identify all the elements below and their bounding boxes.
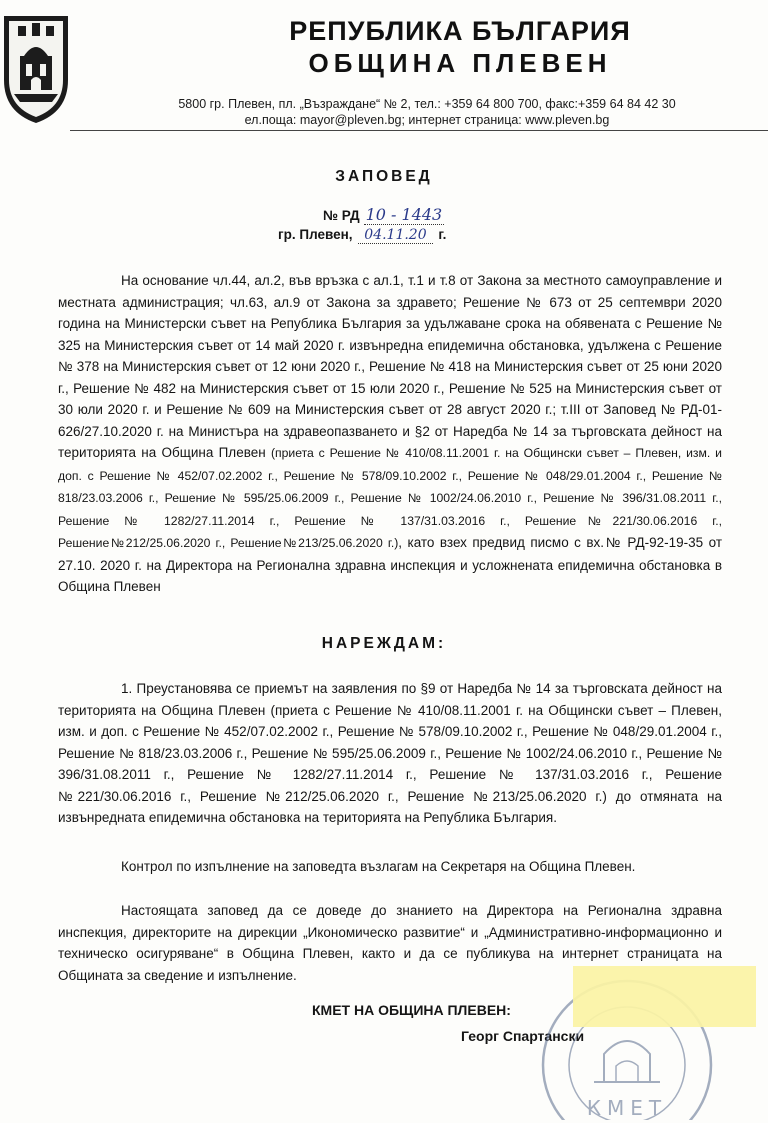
preamble-text-part1: На основание чл.44, ал.2, във връзка с ал.1, т.1 и т.8 от Закона за местното самоуправление и местната администрация; чл.63, ал.9 от Закона за здравето; Решение № 673 от 25 септември 2020 година на Министерски съвет на Република България за удължаване срока на обявената с Решение № 325 на Министерския съвет от 14 май 2020 г. извънредна епидемична обстановка, удължена с Решение № 378 на Министерския съвет от 12 юни 2020 г., Решение № 418 на Министерския съвет от 25 юни 2020 г., Решение № 482 на Министерския съвет от 15 юли 2020 г., Решение № 525 на Министерския съвет от 30 юли 2020 г. и Решение № 609 на Министерския съвет от 28 август 2020 г.; т.III от Заповед № РД-01-626/27.10.2020 г. на Министъра на здравеопазването и §2 от Наредба № 14 за търговската дейност на територията на Община Плевен [58, 273, 722, 460]
stamp-bottom-text: КМЕТ [586, 1096, 668, 1120]
preamble-text-part3: , като взех предвид писмо с вх.№ РД-92-19-35 от 27.10. 2020 г. на Директора на Регионална здравна инспекция и усложнената епидемична обстановка в Община Плевен [58, 535, 722, 594]
order-heading: НАРЕЖДАМ: [321, 635, 447, 652]
order-item-1: 1. Преустановява се приемът на заявления по §9 от Наредба № 14 за търговската дейност на територията на Община Плевен (приета с Решение № 410/08.11.2001 г. на Общински съвет – Плевен, изм. и доп. с Решение № 452/07.02.2002 г., Решение № 578/09.10.2002 г., Решение № 048/29.01.2004 г., Решение № 818/23.03.2006 г., Решение № 595/25.06.2009 г., Решение № 1002/24.06.2010 г., Решение № 396/31.08.2011 г., Решение № 1282/27.11.2014 г., Решение № 137/31.03.2016 г., Решение №221/30.06.2016 г., Решение №212/25.06.2020 г., Решение №213/25.06.2020 г.) до отмяната на извънредната епидемична обстановка на територията на Република България. [58, 681, 722, 825]
preamble-ordinance-amendments: (приета с Решение № 410/08.11.2001 г. на Общински съвет – Плевен, изм. и доп. с Решение № 452/07.02.2002 г., Решение № 578/09.10.2002 г., Решение № 048/29.01.2004 г., Решение № 818/23.03.2006 г., Решение № 595/25.06.2009 г., Решение № 1002/24.06.2010 г., Решение № 396/31.08.2011 г., Решение № 1282/27.11.2014 г., Решение № 137/31.03.2016 г., Решение№221/30.06.2016 г., Решение№212/25.06.2020 г., Решение№213/25.06.2020 г.) [58, 446, 722, 550]
order-number-handwritten: 10 - 1443 [365, 205, 443, 224]
order-title: ЗАПОВЕД [335, 168, 433, 185]
signature-name: Георг Спартански [461, 1028, 585, 1044]
order-year-suffix: г. [438, 227, 447, 242]
order-number [323, 205, 444, 224]
letterhead-contact-address: 5800 гр. Плевен, пл. „Възраждане“ № 2, тел.: +359 64 800 700, факс:+359 64 84 42 30 [178, 97, 676, 111]
municipality-crest-icon [0, 10, 72, 126]
control-paragraph: Контрол по изпълнение на заповедта възлагам на Секретаря на Община Плевен. [121, 859, 636, 874]
signature-title: КМЕТ НА ОБЩИНА ПЛЕВЕН: [312, 1002, 511, 1018]
letterhead-contact-web: ел.поща: mayor@pleven.bg; интернет страница: www.pleven.bg [244, 113, 610, 127]
order-number-label: № РД [323, 208, 360, 223]
letterhead-republic: РЕПУБЛИКА БЪЛГАРИЯ [289, 16, 631, 46]
preamble-paragraph [58, 270, 722, 598]
letterhead-divider [70, 130, 768, 131]
order-date-handwritten: 04.11.20 [358, 227, 432, 244]
notification-paragraph: Настоящата заповед да се доведе до знанието на Директора на Регионална здравна инспекция, директорите на дирекции „Икономическо развитие“ и „Административно-информационно и техническо осигуряване“ в Община Плевен, както и да се публикува на интернет страницата на Общината за сведение и изпълнение. [58, 903, 722, 983]
letterhead-municipality: ОБЩИНА ПЛЕВЕН [308, 48, 612, 78]
signature-redaction [573, 966, 756, 1027]
order-place-date [278, 227, 446, 243]
order-place-label: гр. Плевен, [278, 227, 353, 242]
